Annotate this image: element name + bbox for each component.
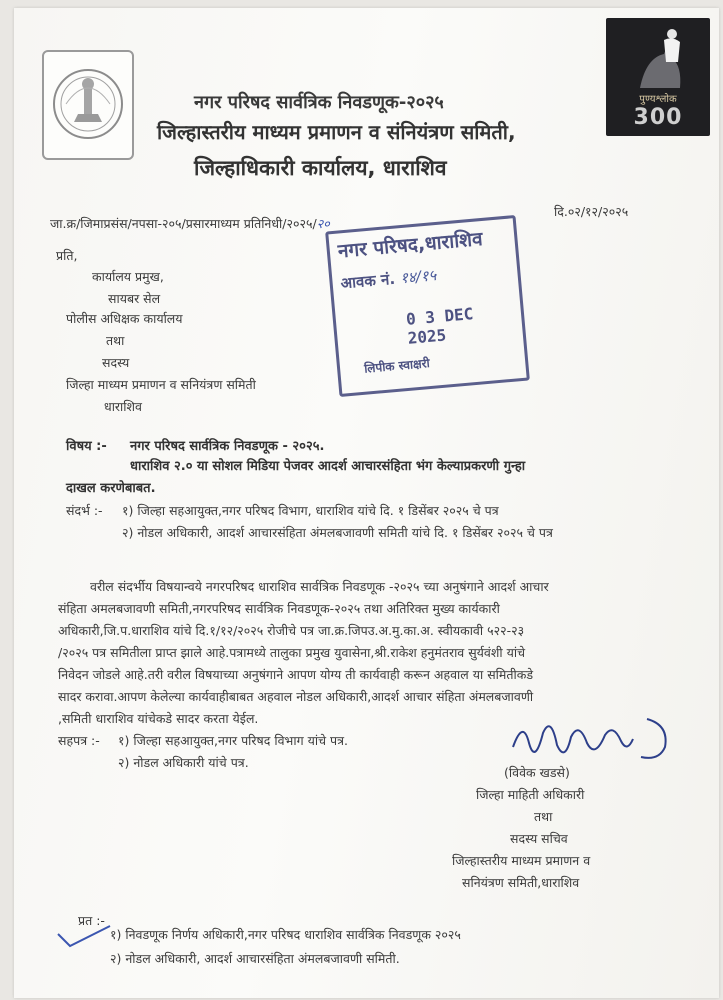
stamp-office: नगर परिषद,धाराशिव xyxy=(336,227,484,263)
body-line: ,समिती धाराशिव यांचेकडे सादर करता येईल. xyxy=(58,711,259,726)
recipient-line: सदस्य xyxy=(102,355,130,370)
subject-line: नगर परिषद सार्वत्रिक निवडणूक - २०२५. xyxy=(130,439,325,454)
body-line: संहिता अमलबजावणी समिती,नगरपरिषद सार्वत्रिक निवडणूक-२०२५ तथा अतिरिक्त मुख्य कार्यकारी xyxy=(58,601,500,616)
reference-number-handwritten: २० xyxy=(316,216,330,231)
letter-date: दि.०२/१२/२०२५ xyxy=(554,204,629,219)
tick-mark-icon xyxy=(54,922,114,950)
body-line: वरील संदर्भीय विषयान्वये नगरपरिषद धाराशिव सार्वत्रिक निवडणूक -२०२५ च्या अनुषंगाने आदर्श आचार xyxy=(90,579,549,594)
signatory-designation: जिल्हास्तरीय माध्यम प्रमाणन व xyxy=(452,853,591,868)
emblem-seal-icon xyxy=(44,52,132,158)
inward-stamp xyxy=(325,215,530,397)
body-line: /२०२५ पत्र समितीला प्राप्त झाले आहे.पत्रामध्ये तालुका प्रमुख युवासेना,श्री.राकेश हनुमंतराव सुर्यवंशी यांचे xyxy=(58,645,526,660)
body-line: निवेदन जोडले आहे.तरी वरील विषयाच्या अनुषंगाने आपण योग्य ती कार्यवाही करून अहवाल या समितीकडे xyxy=(58,667,534,682)
body-line: सादर करावा.आपण केलेल्या कार्यवाहीबाबत अहवाल नोडल अधिकारी,आदर्श आचार संहिता अंमलबजावणी xyxy=(58,689,534,704)
signatory-name: (विवेक खडसे) xyxy=(504,765,570,780)
reference-number xyxy=(50,215,330,232)
enclosure-item: १) जिल्हा सहआयुक्त,नगर परिषद विभाग यांचे पत्र. xyxy=(118,733,348,748)
reference-item: १) जिल्हा सहआयुक्त,नगर परिषद विभाग, धाराशिव यांचे दि. १ डिसेंबर २०२५ चे पत्र xyxy=(122,503,499,518)
stamp-inward xyxy=(340,265,437,293)
subject-line: दाखल करणेबाबत. xyxy=(66,481,156,496)
government-emblem xyxy=(42,50,134,160)
recipient-line: सायबर सेल xyxy=(108,291,161,306)
copy-label: प्रत :- xyxy=(78,913,105,928)
subject-label: विषय :- xyxy=(66,439,107,454)
signatory-designation: सदस्य सचिव xyxy=(510,831,568,846)
logo-number: 300 xyxy=(633,105,683,130)
stamp-date: 0 3 DEC 2025 xyxy=(405,304,475,348)
header-line-1: नगर परिषद सार्वत्रिक निवडणूक-२०२५ xyxy=(194,92,444,113)
signatory-designation: तथा xyxy=(534,809,553,824)
recipient-line: धाराशिव xyxy=(104,399,142,414)
enclosure-item: २) नोडल अधिकारी यांचे पत्र. xyxy=(118,755,249,770)
letter-sheet xyxy=(14,8,719,998)
header-line-2: जिल्हास्तरीय माध्यम प्रमाणन व संनियंत्रण समिती, xyxy=(157,120,516,144)
rider-silhouette-icon xyxy=(606,18,710,98)
recipient-line: तथा xyxy=(106,333,125,348)
logo-subtitle: पुण्यश्लोक xyxy=(639,94,677,105)
signatory-designation: जिल्हा माहिती अधिकारी xyxy=(476,787,585,802)
recipient-line: कार्यालय प्रमुख, xyxy=(92,269,164,284)
punyashlok-300-logo xyxy=(606,18,710,136)
enclosure-label: सहपत्र :- xyxy=(58,733,100,748)
recipient-prati: प्रति, xyxy=(56,248,78,263)
header-line-3: जिल्हाधिकारी कार्यालय, धाराशिव xyxy=(194,156,447,180)
reference-item: २) नोडल अधिकारी, आदर्श आचारसंहिता अंमलबजावणी समिती यांचे दि. १ डिसेंबर २०२५ चे पत्र xyxy=(122,525,553,540)
subject-line: धाराशिव २.० या सोशल मिडिया पेजवर आदर्श आचारसंहिता भंग केल्याप्रकरणी गुन्हा xyxy=(130,459,526,474)
recipient-line: पोलीस अधिक्षक कार्यालय xyxy=(66,311,183,326)
reference-number-text: जा.क्र/जिमाप्रसंस/नपसा-२०५/प्रसारमाध्यम प्रतिनिधी/२०२५/ xyxy=(50,216,317,231)
signatory-designation: सनियंत्रण समिती,धाराशिव xyxy=(462,875,580,890)
copy-item: १) निवडणूक निर्णय अधिकारी,नगर परिषद धाराशिव सार्वत्रिक निवडणूक २०२५ xyxy=(110,927,461,942)
recipient-line: जिल्हा माध्यम प्रमाणन व सनियंत्रण समिती xyxy=(66,377,256,392)
body-line: अधिकारी,जि.प.धाराशिव यांचे दि.१/१२/२०२५ रोजीचे पत्र जा.क्र.जिपउ.अ.मु.का.अ. स्वीयकावी ५२२-२३ xyxy=(58,623,525,638)
reference-label: संदर्भ :- xyxy=(66,503,103,518)
stamp-inward-number: १४/१५ xyxy=(399,266,438,288)
stamp-clerk-signature: लिपीक स्वाक्षरी xyxy=(363,356,431,376)
stamp-inward-label: आवक नं. xyxy=(339,269,396,293)
copy-item: २) नोडल अधिकारी, आदर्श आचारसंहिता अंमलबजावणी समिती. xyxy=(110,951,400,966)
